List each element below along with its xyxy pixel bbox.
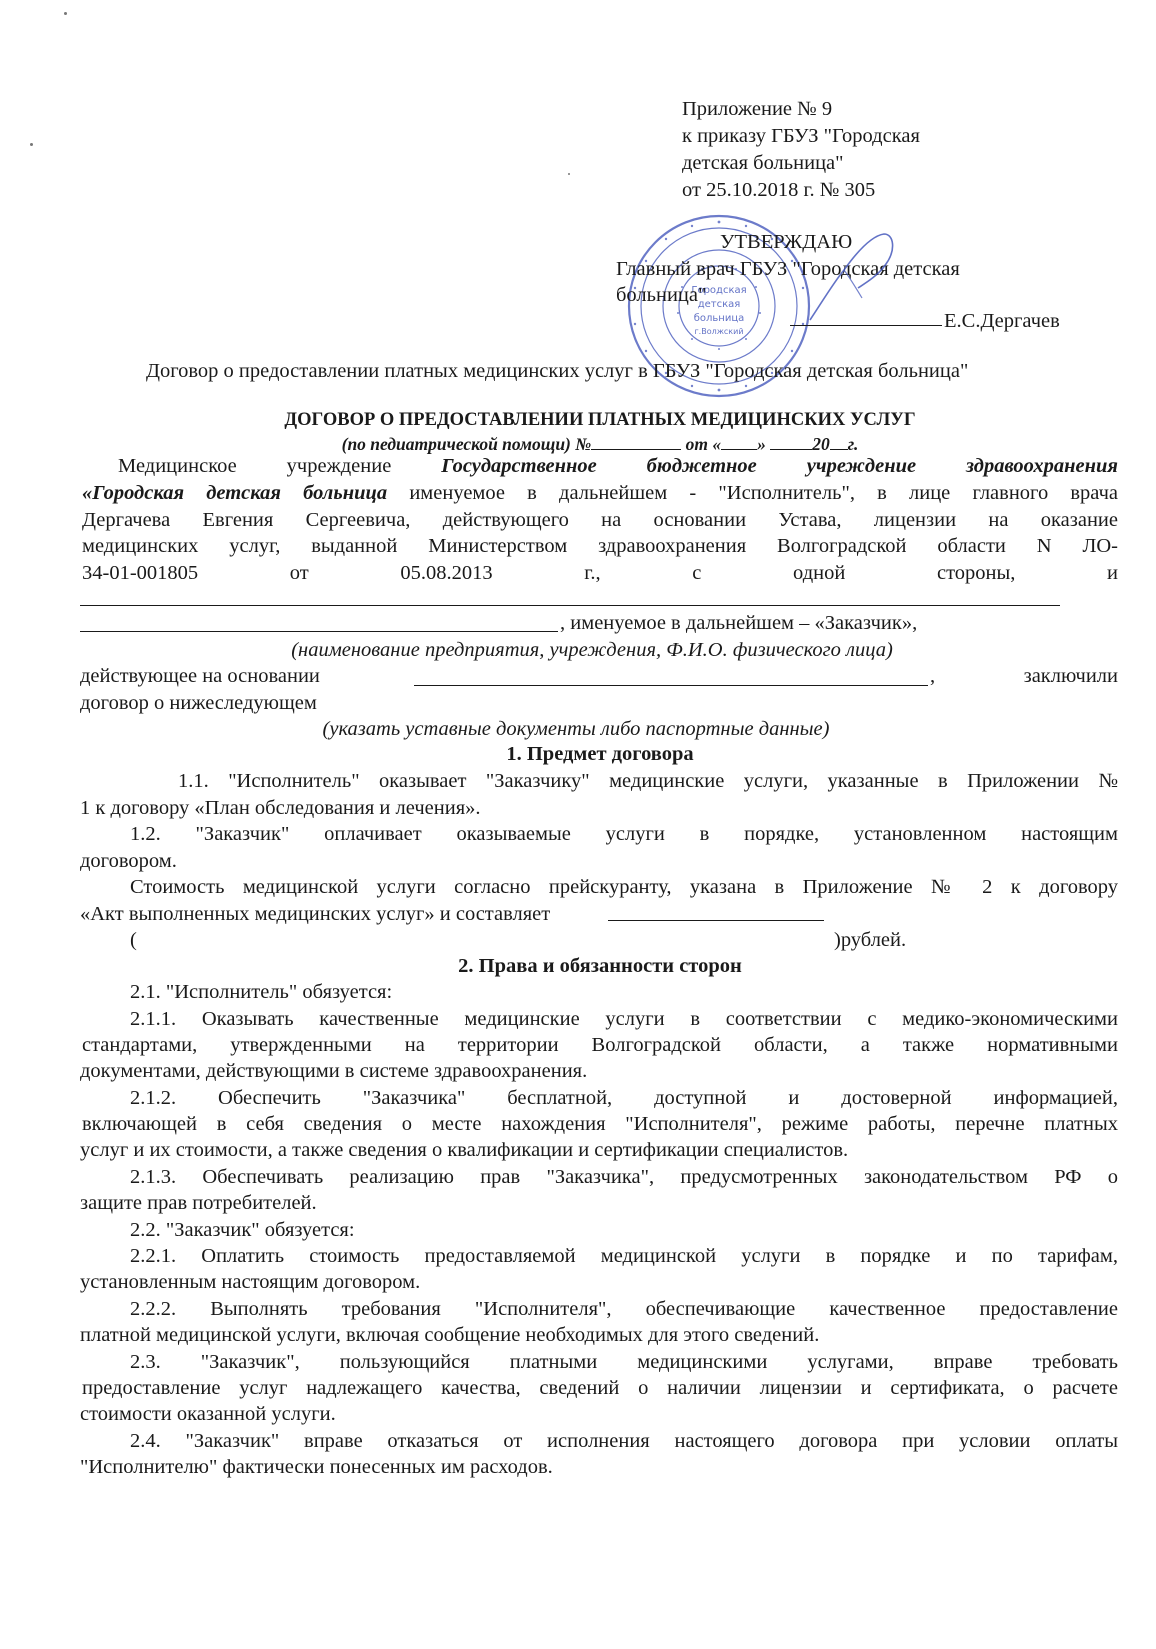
signer-name: Е.С.Дергачев (944, 310, 1060, 332)
subtitle-part-a: (по педиатрической помощи) № (341, 434, 592, 454)
institution-name: Государственное бюджетное учреждение здравоохранения (441, 455, 1118, 477)
customer-name-blank-2[interactable] (80, 631, 558, 632)
stamp-text-3: больница (693, 313, 745, 324)
month-blank[interactable] (770, 431, 812, 450)
day-blank[interactable] (721, 431, 757, 450)
appendix-line-2: к приказу ГБУЗ "Городская (682, 125, 920, 147)
price-line-2: «Акт выполненных медицинских услуг» и составляет (80, 903, 551, 925)
section-2-heading: 2. Права и обязанности сторон (458, 955, 742, 977)
handwritten-signature (800, 228, 900, 326)
preamble-line-5: 34-01-001805 от 05.08.2013 г., с одной стороны, и (82, 562, 1118, 584)
document-heading: Договор о предоставлении платных медицинских услуг в ГБУЗ "Городская детская больница" (146, 360, 969, 382)
clause-2-1-1-line-1: 2.1.1. Оказывать качественные медицинские услуги в соответствии с медико-экономическими (130, 1008, 1118, 1030)
clause-1-2-line-2: договором. (80, 850, 177, 872)
preamble-line-7: , именуемое в дальнейшем – «Заказчик», (560, 612, 918, 634)
clause-1-1-line-2: 1 к договору «План обследования и лечения». (80, 797, 481, 819)
section-1-heading: 1. Предмет договора (506, 743, 694, 765)
clause-2-3-line-2: предоставление услуг надлежащего качества, сведений о наличии лицензии и сертификата, о расчете (82, 1377, 1118, 1399)
preamble-line-9: договор о нижеследующем (80, 692, 317, 714)
appendix-line-4: от 25.10.2018 г. № 305 (682, 179, 876, 201)
preamble-line-2 (82, 480, 1118, 507)
stamp-text-4: г.Волжский (694, 327, 744, 336)
clause-2-1-2-line-1: 2.1.2. Обеспечить "Заказчика" бесплатной, доступной и достоверной информацией, (130, 1087, 1118, 1109)
clause-2-2-2-line-1: 2.2.2. Выполнять требования "Исполнителя", обеспечивающие качественное предоставление (130, 1298, 1118, 1320)
approval-position-2: больница" (616, 284, 707, 306)
clause-2-2: 2.2. "Заказчик" обязуется: (130, 1219, 355, 1241)
preamble-l2b: именуемое в дальнейшем - "Исполнитель", в лице главного врача (387, 482, 1118, 504)
basis-document-note: (указать уставные документы либо паспортные данные) (322, 718, 830, 740)
clause-2-1: 2.1. "Исполнитель" обязуется: (130, 981, 393, 1003)
clause-2-4-line-1: 2.4. "Заказчик" вправе отказаться от исполнения настоящего договора при условии оплаты (130, 1430, 1118, 1452)
price-words-close: )рублей. (834, 929, 907, 951)
preamble-line-8a: действующее на основании (80, 665, 320, 687)
clause-1-1-line-1: 1.1. "Исполнитель" оказывает "Заказчику" медицинские услуги, указанные в Приложении № (178, 770, 1118, 792)
clause-2-1-3-line-1: 2.1.3. Обеспечивать реализацию прав "Заказчика", предусмотренных законодательством РФ о (130, 1166, 1118, 1188)
preamble-line-8b: , заключили (930, 665, 1118, 687)
subtitle-part-e: г. (847, 434, 859, 454)
subtitle-part-b: от « (685, 434, 722, 454)
subtitle-part-c: » (757, 434, 766, 454)
appendix-line-3: детская больница" (682, 152, 844, 174)
institution-name-2: «Городская детская больница (82, 482, 388, 504)
clause-2-1-1-line-3: документами, действующими в системе здравоохранения. (80, 1060, 588, 1082)
clause-2-1-1-line-2: стандартами, утвержденными на территории Волгоградской области, а также нормативными (82, 1034, 1118, 1056)
clause-2-1-2-line-2: включающей в себя сведения о месте нахождения "Исполнителя", режиме работы, перечне платных (82, 1113, 1118, 1135)
preamble-l1a: Медицинское учреждение (118, 455, 442, 477)
clause-1-2-line-1: 1.2. "Заказчик" оплачивает оказываемые услуги в порядке, установленном настоящим (130, 823, 1118, 845)
appendix-line-1: Приложение № 9 (682, 98, 833, 120)
basis-document-blank[interactable] (414, 685, 928, 686)
preamble-line-3: Дергачева Евгения Сергеевича, действующего на основании Устава, лицензии на оказание (82, 509, 1118, 531)
stamp-text-1: Городская (691, 285, 747, 296)
clause-2-1-2-line-3: услуг и их стоимости, а также сведения о квалификации и сертификации специалистов. (80, 1139, 849, 1161)
contract-number-blank[interactable] (591, 431, 681, 450)
clause-2-2-1-line-2: установленным настоящим договором. (80, 1271, 421, 1293)
scan-speck (30, 143, 33, 146)
price-amount-blank[interactable] (608, 920, 824, 921)
subtitle-part-d: 20 (812, 434, 830, 454)
price-words-open: ( (130, 929, 137, 951)
approve-label: УТВЕРЖДАЮ (720, 231, 853, 253)
approval-position-1: Главный врач ГБУЗ "Городская детская (616, 258, 960, 280)
clause-2-2-1-line-1: 2.2.1. Оплатить стоимость предоставляемой медицинской услуги в порядке и по тарифам, (130, 1245, 1118, 1267)
clause-2-3-line-1: 2.3. "Заказчик", пользующийся платными медицинскими услугами, вправе требовать (130, 1351, 1118, 1373)
price-line-1: Стоимость медицинской услуги согласно прейскуранту, указана в Приложение № 2 к договору (130, 876, 1118, 898)
customer-name-blank-1[interactable] (80, 605, 1060, 606)
contract-title: ДОГОВОР О ПРЕДОСТАВЛЕНИИ ПЛАТНЫХ МЕДИЦИНСКИХ УСЛУГ (284, 410, 916, 430)
clause-2-1-3-line-2: защите прав потребителей. (80, 1192, 317, 1214)
preamble-line-4: медицинских услуг, выданной Министерством здравоохранения Волгоградской области N ЛО- (82, 535, 1118, 557)
clause-2-2-2-line-2: платной медицинской услуги, включая сообщение необходимых для этого сведений. (80, 1324, 820, 1346)
clause-2-4-line-2: "Исполнителю" фактически понесенных им расходов. (80, 1456, 553, 1478)
stamp-text-2: детская (697, 299, 741, 310)
clause-2-3-line-3: стоимости оказанной услуги. (80, 1403, 336, 1425)
preamble-line-1 (118, 453, 1118, 480)
contract-subtitle (82, 431, 1118, 455)
scan-speck (568, 173, 570, 175)
year-blank[interactable] (830, 431, 848, 450)
customer-name-note: (наименование предприятия, учреждения, Ф.И.О. физического лица) (291, 639, 893, 661)
scan-speck (64, 12, 67, 15)
